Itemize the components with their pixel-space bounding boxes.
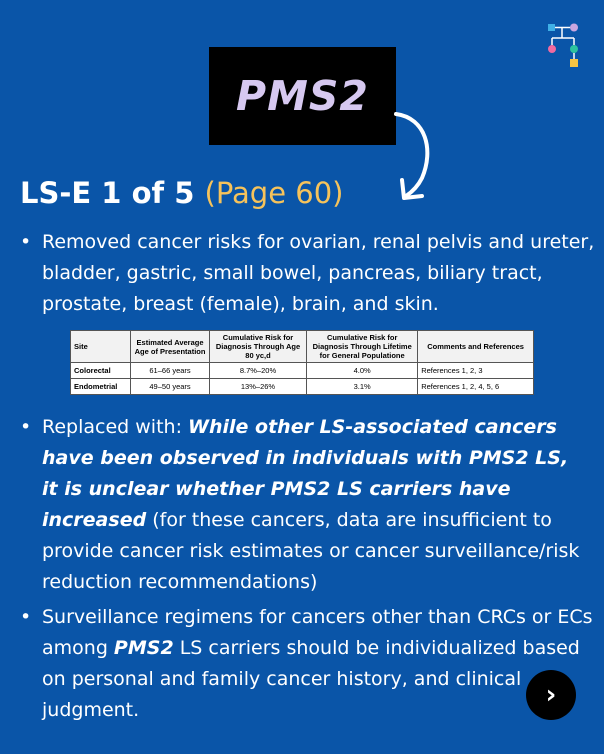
table-header: Comments and References [418,331,534,363]
bullet-removed-risks [20,227,600,320]
table-header: Site [71,331,131,363]
gene-badge [209,47,396,145]
bullet-text [42,412,590,598]
chevron-right-icon: › [545,680,557,710]
bullet-text [42,602,600,726]
table-cell: References 1, 2, 3 [418,363,534,379]
bullet-marker: • [20,416,32,438]
heading-page-ref: (Page 60) [204,176,344,210]
bullet-suffix: LS carriers should be individualized based on personal and family cancer history, and clinical judgment. [42,637,580,721]
table-cell: 61–66 years [131,363,210,379]
table-row [71,379,534,395]
bullet-surveillance [20,602,600,726]
table-header: Estimated Average Age of Presentation [131,331,210,363]
pedigree-logo-icon [544,22,584,70]
table-cell: 49–50 years [131,379,210,395]
bullet-marker: • [20,606,32,628]
curved-arrow-icon [380,108,440,208]
table-cell: Endometrial [71,379,131,395]
gene-name: PMS2 [236,72,369,120]
bullet-marker: • [20,231,32,253]
table-header: Cumulative Risk for Diagnosis Through Age 80 yc,d [209,331,306,363]
table-header: Cumulative Risk for Diagnosis Through Lifetime for General Populatione [307,331,418,363]
bullet-prefix: Replaced with: [42,416,189,438]
bullet-emphasis: While other LS-associated cancers have been observed in individuals with PMS2 LS, it is unclear whether PMS2 LS carriers have increased [42,416,569,531]
table-cell: References 1, 2, 4, 5, 6 [418,379,534,395]
page-heading [20,176,343,210]
table-cell: 4.0% [307,363,418,379]
next-slide-button[interactable] [526,670,576,720]
table-cell: Colorectal [71,363,131,379]
bullet-prefix: Surveillance regimens for cancers other than CRCs or ECs among [42,606,593,659]
table-cell: 8.7%–20% [209,363,306,379]
risk-table [70,330,534,395]
bullet-text: Removed cancer risks for ovarian, renal pelvis and ureter, bladder, gastric, small bowel, pancreas, biliary tract, prostate, breast (female), brain, and skin. [42,231,595,315]
bullet-suffix: (for these cancers, data are insufficient to provide cancer risk estimates or cancer surveillance/risk reduction recommendations) [42,509,580,593]
table-cell: 3.1% [307,379,418,395]
heading-title: LS-E 1 of 5 [20,176,195,210]
bullet-emphasis: PMS2 [113,637,174,659]
table-cell: 13%–26% [209,379,306,395]
table-header-row [71,331,534,363]
table-row [71,363,534,379]
bullet-replaced-with [20,412,590,598]
